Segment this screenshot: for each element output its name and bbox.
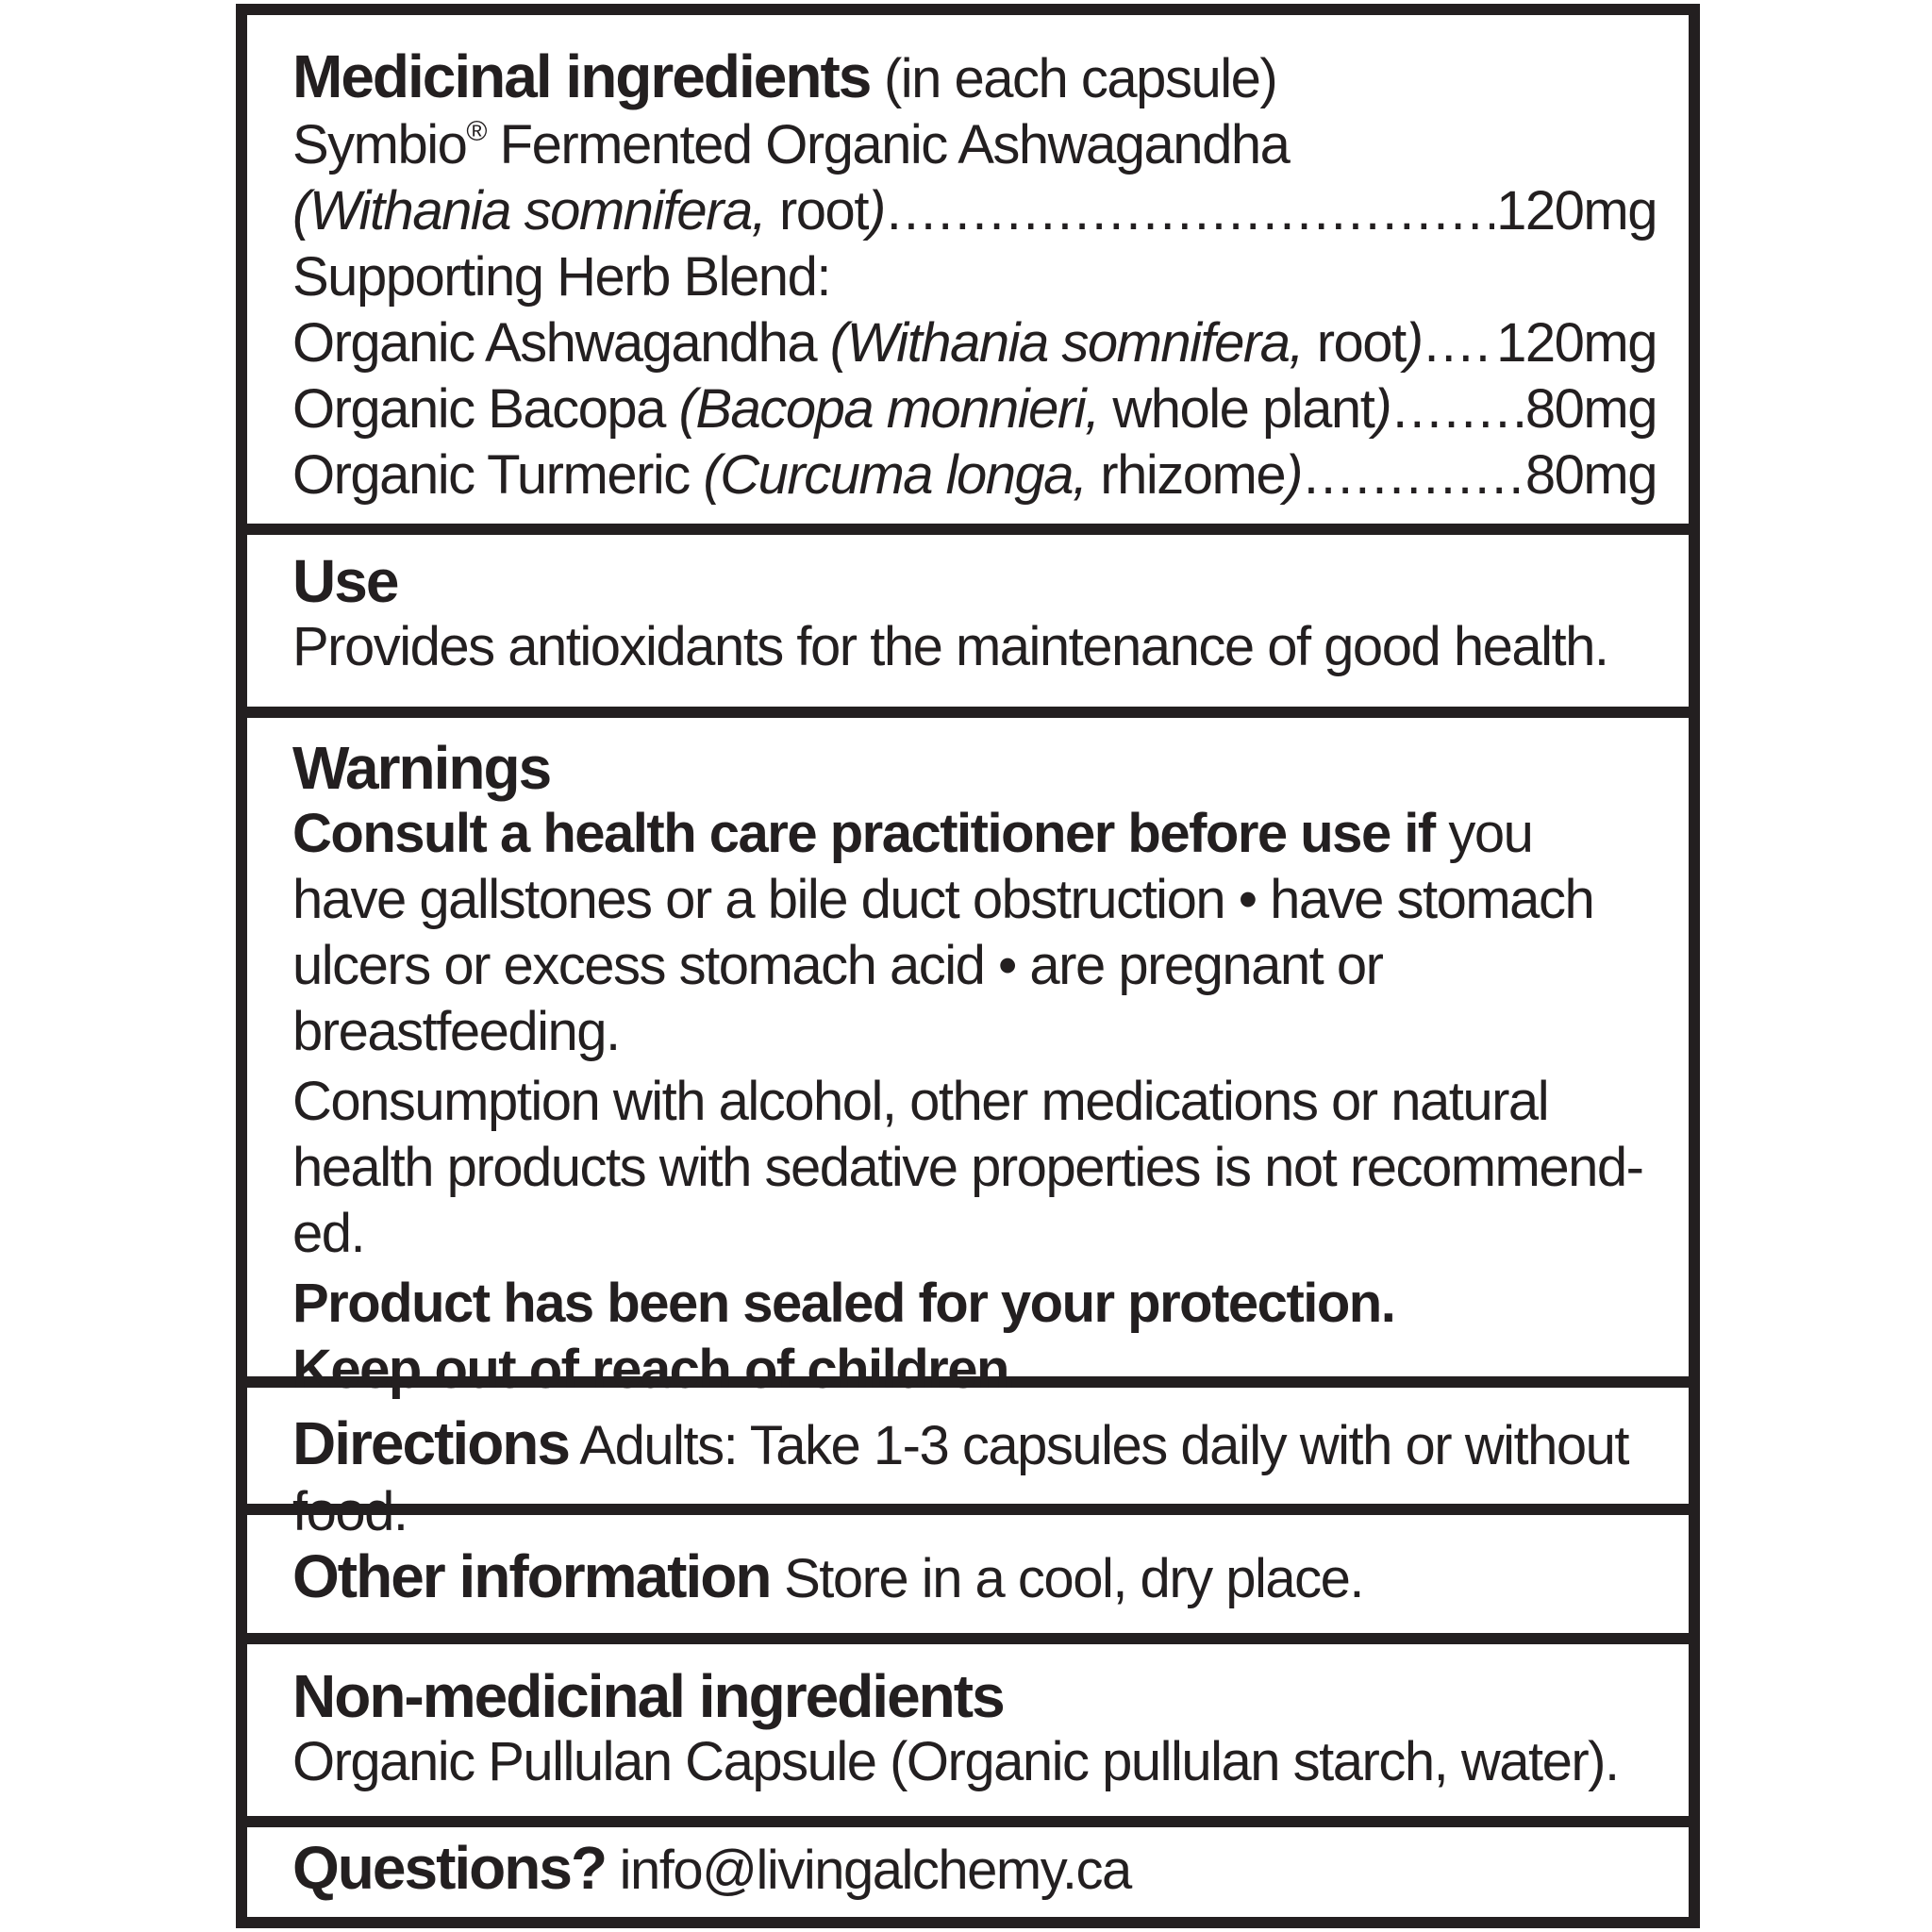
medicinal-ingredients-title [292, 43, 1657, 112]
blend-row [292, 310, 1657, 376]
other-information-heading: Other information [292, 1542, 771, 1611]
consult-warning-bold: Consult a health care practitioner before use if [292, 803, 1435, 865]
questions-section [247, 1827, 1689, 1917]
registered-mark: ® [466, 116, 487, 147]
leader-dots [1424, 310, 1495, 376]
directions-section [247, 1388, 1689, 1543]
children-notice: Keep out of reach of children. [292, 1339, 1023, 1401]
questions-heading: Questions? [292, 1834, 607, 1902]
primary-ingredient-source: (Withania somnifera, root) [292, 180, 885, 242]
use-heading: Use [292, 546, 398, 615]
other-information-section [247, 1515, 1689, 1643]
consult-warning-text: you have gallstones or a bile duct obstruction • have stomach ulcers or excess stomach acid • are pregnant or breastfeeding. [292, 803, 1594, 1063]
leader-dots [1304, 442, 1524, 508]
blend-ingredient: Organic Turmeric (Curcuma longa, rhizome) [292, 444, 1302, 506]
leader-dots [887, 178, 1494, 244]
use-text: Provides antioxidants for the maintenance of good health. [292, 615, 1608, 677]
primary-ingredient-row [292, 178, 1657, 244]
product-label-panel [236, 4, 1700, 1928]
non-medicinal-ingredients-heading: Non-medicinal ingredients [292, 1661, 1004, 1730]
contact-email: info@livingalchemy.ca [619, 1840, 1131, 1901]
primary-ingredient-name: Symbio® Fermented Organic Ashwagandha [292, 114, 1290, 175]
blend-amount: 120mg [1496, 312, 1657, 374]
blend-row [292, 376, 1657, 442]
non-medicinal-ingredients-section [247, 1644, 1689, 1827]
blend-amount: 80mg [1524, 378, 1657, 440]
warnings-heading: Warnings [292, 734, 551, 803]
blend-amount: 80mg [1524, 444, 1657, 506]
other-information-text: Store in a cool, dry place. [784, 1548, 1364, 1610]
use-section [247, 535, 1689, 718]
non-medicinal-ingredients-text: Organic Pullulan Capsule (Organic pullulan starch, water). [292, 1730, 1619, 1792]
sealed-notice: Product has been sealed for your protection. [292, 1273, 1395, 1335]
consumption-warning: Consumption with alcohol, other medications or natural health products with sedative properties is not recommend-ed. [292, 1071, 1643, 1265]
warnings-section [247, 718, 1689, 1401]
consult-warning [292, 801, 1657, 1065]
directions-text: Adults: Take 1-3 capsules daily with or without food. [292, 1415, 1628, 1543]
leader-dots [1392, 376, 1524, 442]
primary-ingredient-amount: 120mg [1496, 180, 1657, 242]
blend-ingredient: Organic Ashwagandha (Withania somnifera, root) [292, 312, 1423, 374]
blend-row [292, 442, 1657, 508]
herb-blend-label: Supporting Herb Blend: [292, 246, 830, 308]
directions-heading: Directions [292, 1409, 569, 1478]
medicinal-ingredients-heading: Medicinal ingredients [292, 42, 871, 110]
blend-ingredient: Organic Bacopa (Bacopa monnieri, whole plant) [292, 378, 1391, 440]
medicinal-ingredients-section [247, 15, 1689, 535]
medicinal-ingredients-heading-suffix: (in each capsule) [883, 48, 1277, 109]
